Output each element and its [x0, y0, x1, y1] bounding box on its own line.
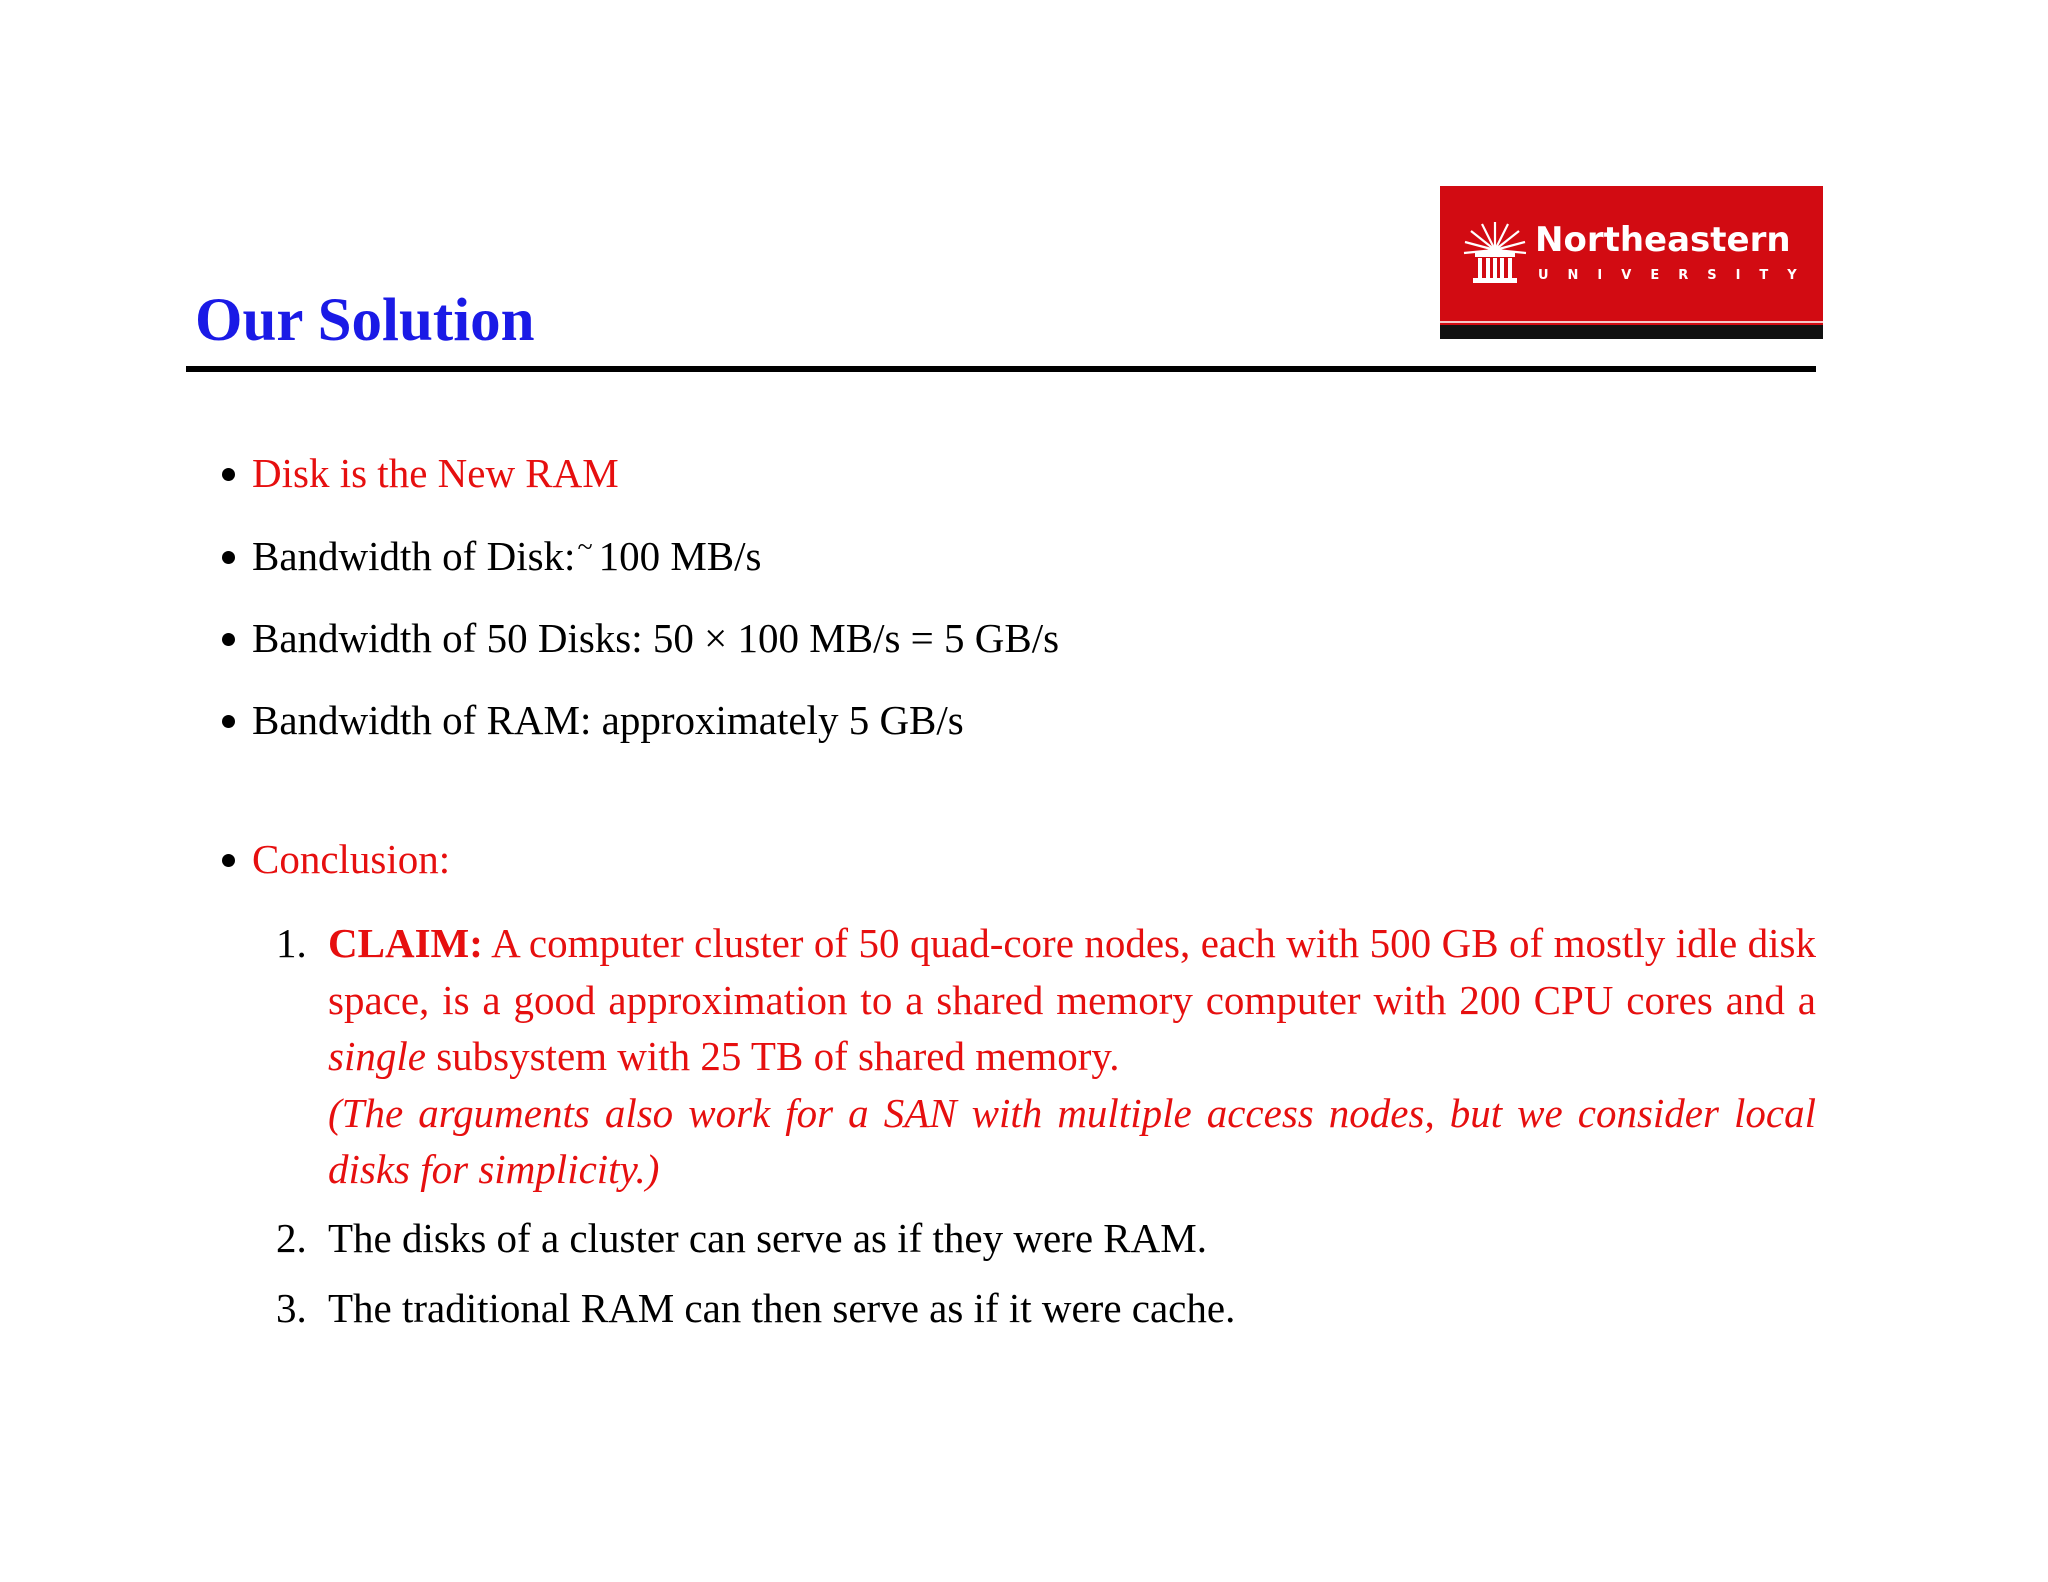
bullet-item — [222, 834, 450, 884]
item-number: 2. — [276, 1215, 307, 1261]
bullet-dot-icon — [222, 715, 235, 728]
bullet-text: Bandwidth of 50 Disks: 50 × 100 MB/s = 5 GB/s — [252, 615, 1060, 661]
bullet-item — [222, 448, 619, 498]
bullet-text: 100 MB/s — [598, 533, 762, 579]
claim-keyword: CLAIM: — [328, 920, 483, 966]
bullet-dot-icon — [222, 468, 235, 481]
bullet-item — [222, 613, 1059, 663]
numbered-item — [276, 1210, 1816, 1267]
bullet-item — [222, 695, 964, 745]
item-text: The traditional RAM can then serve as if it were cache. — [328, 1285, 1236, 1331]
bullet-dot-icon — [222, 551, 235, 564]
claim-text — [328, 915, 1816, 1085]
claim-emphasis: single — [328, 1033, 426, 1079]
item-number: 1. — [276, 920, 307, 966]
bullet-text: Bandwidth of Disk: — [252, 533, 576, 579]
bullet-item — [222, 531, 762, 587]
item-text: The disks of a cluster can serve as if they were RAM. — [328, 1215, 1207, 1261]
logo-wordmark: Northeastern — [1535, 220, 1791, 260]
numbered-item-claim — [276, 915, 1816, 1198]
item-number: 3. — [276, 1285, 307, 1331]
bullet-text: Conclusion: — [252, 836, 451, 882]
claim-text-part: A computer cluster of 50 quad-core nodes, each with 500 GB of mostly idle disk space, is a good approximation to a shared memory computer with 200 CPU cores and a — [328, 920, 1816, 1023]
numbered-item — [276, 1280, 1816, 1337]
logo-subtitle: UNIVERSITY — [1538, 268, 1816, 283]
claim-note: (The arguments also work for a SAN with multiple access nodes, but we consider local disks for simplicity.) — [328, 1089, 1816, 1192]
bullet-dot-icon — [222, 633, 235, 646]
slide-title: Our Solution — [195, 287, 535, 354]
bullet-text: Bandwidth of RAM: approximately 5 GB/s — [252, 697, 964, 743]
bullet-dot-icon — [222, 854, 235, 867]
bullet-text: Disk is the New RAM — [252, 450, 619, 496]
claim-text-part: subsystem with 25 TB of shared memory. — [425, 1033, 1120, 1079]
approx-tilde: ~ — [577, 532, 593, 563]
